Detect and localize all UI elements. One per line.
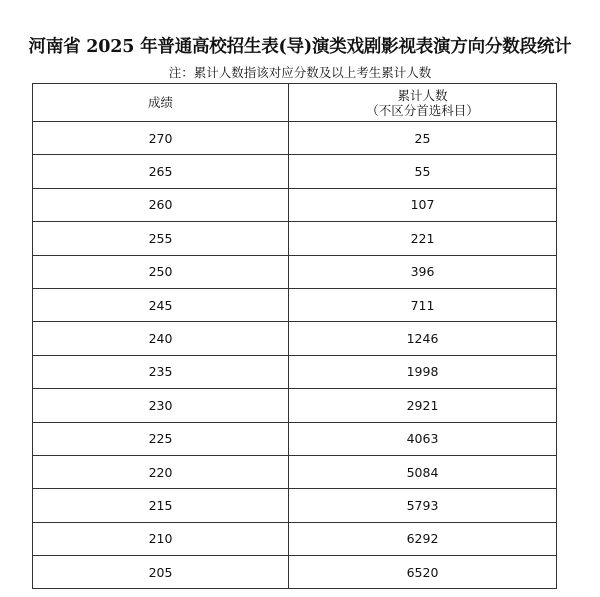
score-cell: 215 bbox=[33, 489, 289, 522]
count-cell: 221 bbox=[289, 222, 557, 255]
header-count-subtitle: （不区分首选科目） bbox=[366, 102, 479, 118]
table-row bbox=[33, 288, 557, 321]
table-header-row bbox=[33, 84, 557, 122]
table-row bbox=[33, 556, 557, 589]
count-cell: 6292 bbox=[289, 522, 557, 555]
score-cell: 265 bbox=[33, 155, 289, 188]
count-cell: 4063 bbox=[289, 422, 557, 455]
table-row bbox=[33, 355, 557, 388]
count-cell: 1246 bbox=[289, 322, 557, 355]
page-title: 河南省 2025 年普通高校招生表(导)演类戏剧影视表演方向分数段统计 bbox=[28, 37, 572, 57]
table-body bbox=[33, 122, 557, 589]
score-cell: 230 bbox=[33, 389, 289, 422]
table-row bbox=[33, 222, 557, 255]
count-cell: 6520 bbox=[289, 556, 557, 589]
count-cell: 55 bbox=[289, 155, 557, 188]
table-row bbox=[33, 155, 557, 188]
score-cell: 240 bbox=[33, 322, 289, 355]
header-score: 成绩 bbox=[33, 84, 289, 122]
table-row bbox=[33, 255, 557, 288]
table-row bbox=[33, 188, 557, 221]
table-row bbox=[33, 389, 557, 422]
count-cell: 5084 bbox=[289, 455, 557, 488]
header-count-label: 累计人数 bbox=[397, 87, 448, 103]
header-count bbox=[289, 84, 557, 122]
table-row bbox=[33, 122, 557, 155]
score-cell: 255 bbox=[33, 222, 289, 255]
score-cell: 225 bbox=[33, 422, 289, 455]
score-distribution-table bbox=[32, 83, 557, 589]
table-note: 注：累计人数指该对应分数及以上考生累计人数 bbox=[168, 65, 432, 80]
score-cell: 205 bbox=[33, 556, 289, 589]
count-cell: 396 bbox=[289, 255, 557, 288]
score-cell: 245 bbox=[33, 288, 289, 321]
score-cell: 220 bbox=[33, 455, 289, 488]
count-cell: 107 bbox=[289, 188, 557, 221]
count-cell: 25 bbox=[289, 122, 557, 155]
score-cell: 235 bbox=[33, 355, 289, 388]
score-cell: 270 bbox=[33, 122, 289, 155]
score-cell: 250 bbox=[33, 255, 289, 288]
count-cell: 2921 bbox=[289, 389, 557, 422]
score-cell: 260 bbox=[33, 188, 289, 221]
count-cell: 5793 bbox=[289, 489, 557, 522]
table-row bbox=[33, 422, 557, 455]
score-cell: 210 bbox=[33, 522, 289, 555]
table-row bbox=[33, 322, 557, 355]
table-row bbox=[33, 489, 557, 522]
count-cell: 711 bbox=[289, 288, 557, 321]
table-row bbox=[33, 522, 557, 555]
table-row bbox=[33, 455, 557, 488]
count-cell: 1998 bbox=[289, 355, 557, 388]
